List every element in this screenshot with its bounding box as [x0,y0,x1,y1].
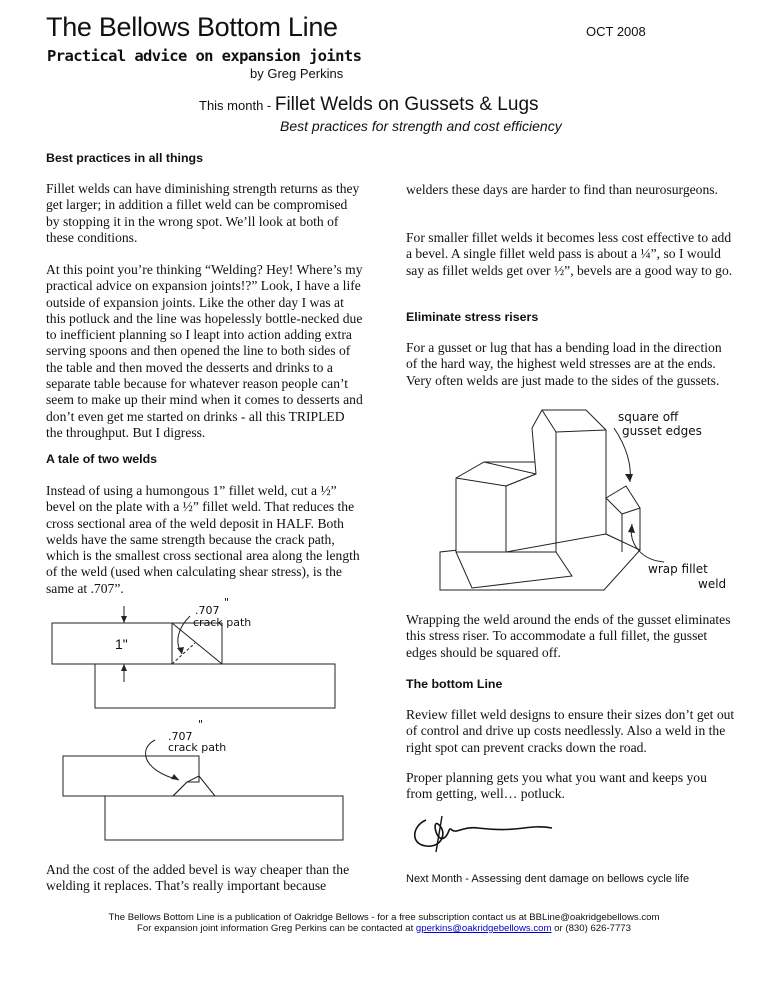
article-title: Fillet Welds on Gussets & Lugs [274,94,539,115]
footer-phone: or (830) 626-7773 [551,923,631,934]
byline: by Greg Perkins [250,66,344,81]
weld-2-throat-inch-mark: " [198,718,204,731]
signature [406,812,556,856]
figure-beveled-weld [55,718,345,843]
next-month-note: Next Month - Assessing dent damage on bellows cycle life [406,873,690,885]
large-fillet-weld-drawing [40,596,340,718]
weld-2-throat-value: .707 [168,730,193,743]
gusset-note-wrap-fillet-line-2: weld [698,577,727,591]
right-para-2: For smaller fillet welds it becomes less cost effective to add a bevel. A single fillet weld pass is about a ¼”, so I would say as fillet welds get over ½”, bevels are a good way to go. [406,230,733,278]
right-para-4: Wrapping the weld around the ends of the gusset eliminates this stress riser. To accommodate a full fillet, the gusset edges should be squared off. [406,612,731,660]
right-para-3: For a gusset or lug that has a bending load in the direction of the hard way, the highest weld stresses are at the ends. Very often welds are just made to the sides of the gussets. [406,340,722,388]
figure-gusset-wrap-weld [436,402,756,598]
issue-date: OCT 2008 [586,24,646,39]
dimension-label: 1" [115,636,128,652]
newsletter-title: The Bellows Bottom Line [46,12,338,42]
right-para-6: Proper planning gets you what you want and keeps you from getting, well… potluck. [406,770,707,802]
newsletter-subtitle: Practical advice on expansion joints [47,47,362,65]
footer-email-link[interactable]: gperkins@oakridgebellows.com [415,923,552,934]
this-month-line [199,94,539,116]
gusset-note-wrap-fillet-line-1: wrap fillet [648,562,708,576]
weld-2-crack-path-label: crack path [168,741,227,754]
footer-contact-prefix: For expansion joint information Greg Perkins can be contacted at [137,923,416,934]
heading-eliminate-stress-risers: Eliminate stress risers [406,310,539,324]
left-para-4: And the cost of the added bevel is way cheaper than the welding it replaces. That’s really important because [46,862,350,894]
weld-1-crack-path-label: crack path [193,616,252,629]
heading-best-practices: Best practices in all things [46,151,203,165]
this-month-prefix: This month - [199,98,275,113]
weld-1-throat-value: .707 [195,604,220,617]
gusset-note-square-off-line-2: gusset edges [622,424,702,438]
heading-tale-of-two-welds: A tale of two welds [46,452,158,466]
left-para-2: At this point you’re thinking “Welding? Hey! Where’s my practical advice on expansion joints!?” Look, I have a life outside of expansion joints. Like the other day I was at this potluck and the line was hopelessly bottle-necked due to inefficient planning so I leapt into action adding extra serving spoons and then opened the line to both sides of the table and then moved the desserts and drinks to a separate table because for whatever reason people can’t seem to make up their mind when it comes to desserts and don’t even get me started on drinks - all this TRIPLED the throughput. But I digress. [46,262,363,440]
article-subtitle: Best practices for strength and cost efficiency [280,118,562,134]
weld-1-throat-inch-mark: " [224,596,230,609]
footer-line-2 [0,923,768,934]
figure-large-fillet-weld [40,596,340,718]
left-para-3: Instead of using a humongous 1” fillet weld, cut a ½” bevel on the plate with a ½” fillet weld. That reduces the cross sectional area of the weld deposit in HALF. Both welds have the same strength because the crack path, which is the smallest cross sectional area along the length of the weld (used when calculating shear stress), is the same at .707”. [46,483,360,596]
gusset-drawing [436,402,756,598]
right-para-5: Review fillet weld designs to ensure their sizes don’t get out of control and drive up costs needlessly. Also a weld in the right spot can prevent cracks down the road. [406,707,735,755]
footer-line-1: The Bellows Bottom Line is a publication of Oakridge Bellows - for a free subscription contact us at BBLine@oakridgebellows.com [108,912,660,923]
heading-the-bottom-line: The bottom Line [406,677,503,691]
gusset-note-square-off-line-1: square off [618,410,679,424]
beveled-weld-drawing [55,718,345,843]
left-para-1: Fillet welds can have diminishing strength returns as they get larger; in addition a fillet weld can be compromised by stopping it in the wrong spot. We’ll look at both of these conditions. [46,181,360,245]
right-para-1: welders these days are harder to find than neurosurgeons. [406,182,718,197]
